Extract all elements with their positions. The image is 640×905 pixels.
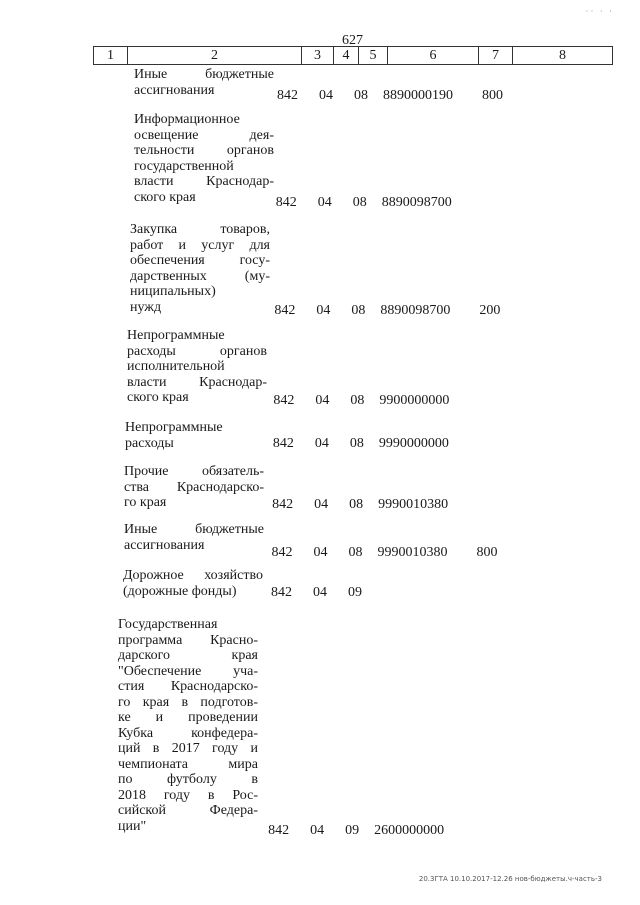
col-5-value: 08 [349,497,364,512]
row-name-line: освещение дея- [134,127,274,143]
row-name-line: работ и услуг для [130,237,270,253]
row-name-line: 2018 году в Рос- [118,787,258,803]
col-4-value: 04 [314,497,329,512]
row-name [134,67,274,98]
col-4-value: 04 [310,823,325,838]
col-6-value: 8890098700 [380,303,451,318]
col-7-value: 800 [482,88,503,103]
row-name [118,617,258,834]
row-name [134,112,274,205]
col-6-value: 9990000000 [378,436,449,451]
row-name-line: Иные бюджетные [134,67,274,82]
col-4-value: 04 [317,195,332,210]
col-4-value: 04 [313,545,328,560]
col-3-value: 842 [273,393,295,408]
row-name-line: чемпионата мира [118,756,258,772]
col-3-value: 842 [271,545,293,560]
row-name-line: ассигнования [134,82,215,98]
row-name-line: дарственных (му- [130,268,270,284]
row-name-line: власти Краснодар- [134,174,274,189]
col-4-value: 04 [316,303,331,318]
col-5-value: 09 [348,585,363,600]
column-header-2: 2 [128,47,302,64]
col-5-value: 08 [351,303,366,318]
row-name-line: ского края [134,189,196,205]
col-5-value: 08 [348,545,363,560]
col-3-value: 842 [272,436,294,451]
col-5-value: 09 [345,823,360,838]
col-4-value: 04 [315,393,330,408]
row-name-line: ассигнования [124,537,205,553]
column-header-1: 1 [94,47,128,64]
corner-mark: ·· · · [585,6,614,16]
row-name-line: Прочие обязатель- [124,464,264,479]
col-7-value: 800 [476,545,498,560]
row-name-line: расходы [125,435,174,451]
row-name-line: исполнительной [127,359,225,374]
col-6-value: 9990010380 [378,497,449,512]
row-name [124,522,264,553]
row-name [124,464,264,511]
col-3-value: 842 [277,88,298,103]
column-header-8: 8 [559,48,566,63]
col-3-value: 842 [274,303,296,318]
page-number: 627 [342,33,363,48]
col-4-value: 04 [313,585,328,600]
row-name-line: "Обеспечение уча- [118,663,258,679]
row-name-line: программа Красно- [118,632,258,648]
col-4-value: 04 [319,88,333,103]
col-6-value: 8890000190 [383,88,453,103]
row-name [130,222,270,315]
row-name-line: нужд [130,299,162,315]
col-5-value: 08 [349,436,364,451]
footer-filename: 20.3ГТА 10.10.2017-12.26 нов-бюджеты.ч-часть-3 [418,875,602,883]
row-name-line: Дорожное хозяйство [123,568,263,583]
column-header-row [93,46,613,65]
col-3-value: 842 [275,195,297,210]
col-6-value: 9900000000 [379,393,450,408]
column-header-4: 4 [334,47,359,64]
col-6-value: 2600000000 [374,823,445,838]
row-name-line: го края [124,495,167,510]
row-name-line: ского края [127,390,189,405]
row-name-line: Кубка конфедера- [118,725,258,741]
col-5-value: 08 [354,88,368,103]
row-name [127,328,267,406]
row-name-line: Закупка товаров, [130,222,270,237]
row-name-line: Информационное [134,112,240,127]
column-header-3: 3 [302,47,334,64]
row-name-line: Государственная [118,617,218,632]
col-4-value: 04 [314,436,329,451]
row-name-line: ций в 2017 году и [118,741,258,756]
row-name-line: расходы органов [127,343,267,359]
col-3-value: 842 [272,497,294,512]
col-6-value: 8890098700 [381,195,452,210]
row-name-line: сийской Федера- [118,803,258,818]
row-name-line: Непрограммные [127,328,225,343]
row-name-line: по футболу в [118,772,258,787]
column-header-6: 6 [388,47,479,64]
column-header-5: 5 [359,47,388,64]
row-name-line: стия Краснодарско- [118,679,258,694]
row-name-line: обеспечения госу- [130,253,270,268]
row-name-line: ниципальных) [130,284,216,299]
row-name-line: го края в подготов- [118,694,258,710]
row-name-line: Непрограммные [125,420,223,435]
row-name-line: тельности органов [134,143,274,158]
col-5-value: 08 [352,195,367,210]
col-7-value: 200 [479,303,501,318]
column-header-7: 7 [479,47,513,64]
row-name [123,568,263,599]
row-name-line: Иные бюджетные [124,522,264,537]
row-name-line: (дорожные фонды) [123,583,237,599]
col-5-value: 08 [350,393,365,408]
col-3-value: 842 [268,823,290,838]
row-name [125,420,265,451]
row-name-line: власти Краснодар- [127,374,267,390]
row-name-line: государственной [134,158,234,174]
col-3-value: 842 [271,585,293,600]
row-name-line: ства Краснодарско- [124,479,264,495]
row-name-line: ции" [118,818,147,834]
row-name-line: ке и проведении [118,710,258,725]
col-6-value: 9990010380 [377,545,448,560]
row-name-line: дарского края [118,648,258,663]
